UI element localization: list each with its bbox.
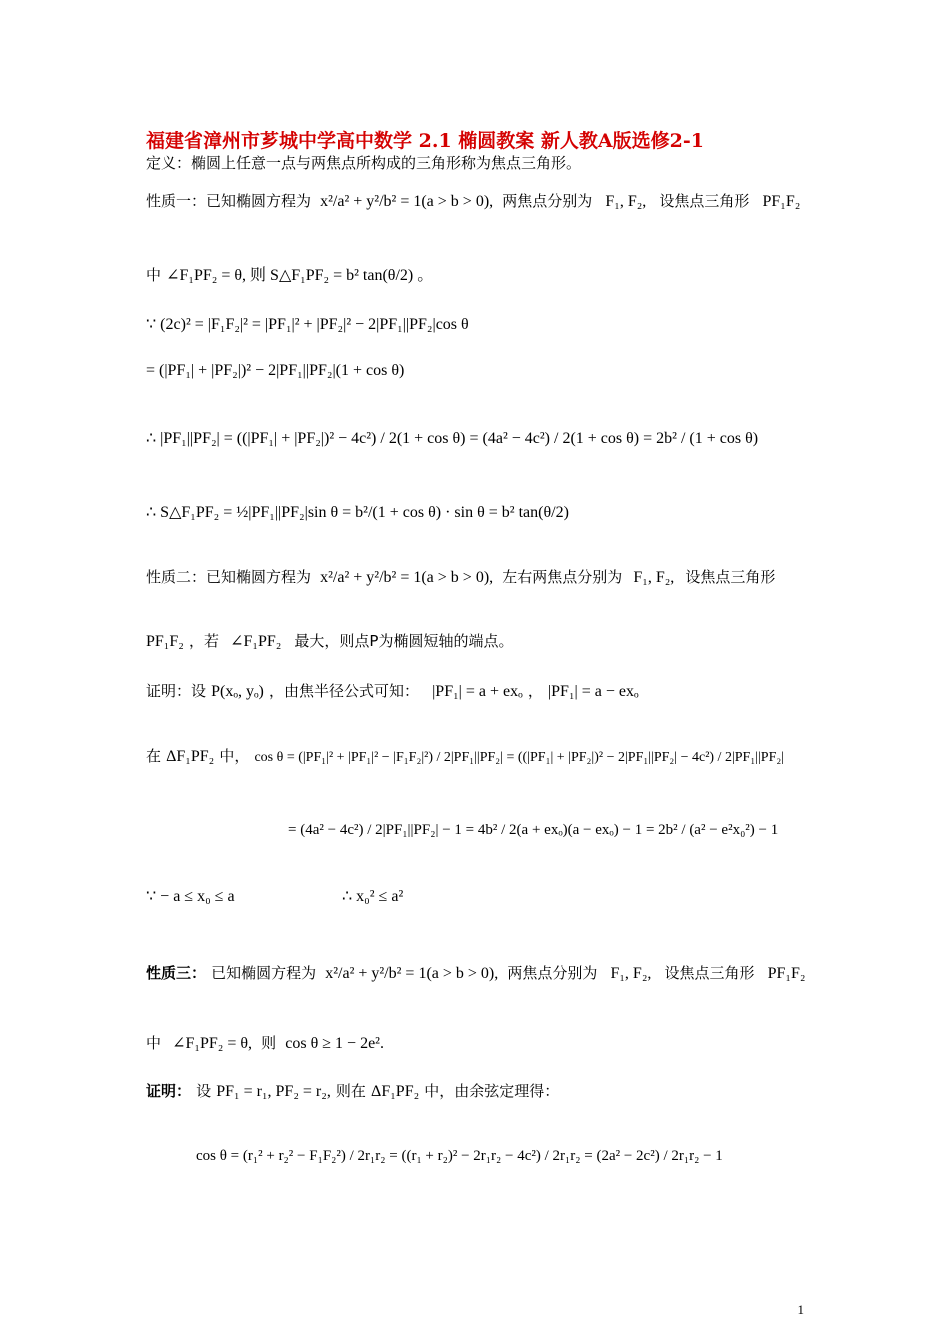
prop2-label: 性质二：已知椭圆方程为	[146, 568, 312, 586]
prop3-claim: cos θ ≥ 1 − 2e².	[285, 1035, 384, 1052]
prop2-focal-radius-2: |PF₁| = a − exₒ	[547, 683, 639, 700]
prop3-equation: x²/a² + y²/b² = 1(a > b > 0),	[325, 965, 499, 982]
prop1-foci: F₁, F₂,	[605, 193, 647, 210]
page-number: 1	[797, 1302, 804, 1317]
prop3-line2	[146, 1032, 384, 1053]
prop1-proof-step3: ∴ |PF₁||PF₂| = ((|PF₁| + |PF₂|)² − 4c²) / 2(1 + cos θ) = (4a² − 4c²) / 2(1 + cos θ) = 2b² / (1 + cos θ)	[146, 430, 759, 447]
definition-text: 定义：椭圆上任意一点与两焦点所构成的三角形称为焦点三角形。	[146, 154, 582, 172]
prop2-proof-line1	[146, 680, 639, 701]
prop2-in-suffix: 中，	[219, 747, 250, 765]
prop2-focal-radius-1: |PF₁| = a + exₒ	[432, 683, 523, 700]
prop2-inequality-2: ∴ x₀² ≤ a²	[342, 888, 404, 905]
prop3-proof-label: 证明：	[146, 1082, 192, 1100]
prop2-triangle: PF₁F₂	[146, 633, 184, 650]
prop1-triangle: PF₁F₂	[762, 193, 801, 210]
prop1-proof-step1: ∵ (2c)² = |F₁F₂|² = |PF₁|² + |PF₂|² − 2|PF₁||PF₂|cos θ	[146, 316, 469, 333]
prop2-line2	[146, 630, 513, 651]
prop3-proof-in: 则在	[335, 1082, 366, 1100]
prop2-angle: ∠F₁PF₂	[230, 633, 282, 650]
prop2-tail: 设焦点三角形	[685, 568, 776, 586]
prop3-label-rest: 已知椭圆方程为	[211, 964, 317, 982]
prop2-separator: ，	[527, 682, 543, 700]
prop1-line1	[146, 190, 800, 211]
prop2-in-triangle: ΔF₁PF₂	[166, 748, 215, 765]
prop3-proof-vars: PF₁ = r₁, PF₂ = r₂,	[216, 1083, 331, 1100]
prop2-cos-formula-1: cos θ = (|PF₁|² + |PF₁|² − |F₁F₂|²) / 2|PF₁||PF₂| = ((|PF₁| + |PF₂|)² − 2|PF₁||PF₂| − 4c²) / 2|PF₁||PF₂|	[254, 750, 785, 765]
prop2-conclusion: 最大，则点P为椭圆短轴的端点。	[294, 632, 514, 650]
prop3-proof-line1	[146, 1080, 559, 1101]
prop1-proof-step2: = (|PF₁| + |PF₂|)² − 2|PF₁||PF₂|(1 + cos θ)	[146, 362, 405, 379]
prop3-mid: 两焦点分别为	[507, 964, 598, 982]
prop3-foci: F₁, F₂,	[610, 965, 652, 982]
prop2-proof-mid: ，由焦半径公式可知：	[268, 682, 419, 700]
prop3-proof-tail: 中，由余弦定理得：	[424, 1082, 560, 1100]
prop1-mid: 两焦点分别为	[502, 192, 593, 210]
prop3-then: 则	[261, 1034, 277, 1052]
prop2-equation: x²/a² + y²/b² = 1(a > b > 0),	[320, 569, 494, 586]
prop1-tail: 设焦点三角形	[659, 192, 750, 210]
prop2-cos-line1	[146, 745, 784, 766]
prop3-line2-prefix: 中	[146, 1034, 162, 1052]
prop3-proof-set: 设	[196, 1082, 212, 1100]
prop3-line1	[146, 962, 805, 983]
prop2-line1	[146, 566, 775, 587]
prop2-proof-label: 证明：设	[146, 682, 207, 700]
prop3-tail: 设焦点三角形	[664, 964, 755, 982]
prop2-if: ，若	[188, 632, 219, 650]
prop2-inequality-1: ∵ − a ≤ x₀ ≤ a	[146, 888, 235, 905]
prop2-in: 在	[146, 747, 162, 765]
prop3-cos-formula: cos θ = (r₁² + r₂² − F₁F₂²) / 2r₁r₂ = ((r₁ + r₂)² − 2r₁r₂ − 4c²) / 2r₁r₂ = (2a² − 2c²) / 2r₁r₂ − 1	[196, 1148, 723, 1164]
prop1-equation: x²/a² + y²/b² = 1(a > b > 0),	[320, 193, 494, 210]
prop1-proof-step4: ∴ S△F₁PF₂ = ½|PF₁||PF₂|sin θ = b²/(1 + cos θ) · sin θ = b² tan(θ/2)	[146, 504, 569, 521]
prop3-angle: ∠F₁PF₂ = θ,	[172, 1035, 253, 1052]
prop1-line2	[146, 262, 433, 285]
prop2-point: P(xₒ, yₒ)	[211, 683, 264, 700]
prop3-label: 性质三：	[146, 964, 207, 982]
prop3-triangle: PF₁F₂	[767, 965, 806, 982]
prop1-line2-prefix: 中	[146, 266, 162, 284]
prop2-foci: F₁, F₂,	[633, 569, 675, 586]
prop1-area-formula: ∠F₁PF₂ = θ, 则 S△F₁PF₂ = b² tan(θ/2) 。	[166, 267, 434, 284]
document-title: 福建省漳州市芗城中学高中数学 2.1 椭圆教案 新人教A版选修2-1	[146, 130, 704, 152]
prop3-proof-triangle: ΔF₁PF₂	[371, 1083, 420, 1100]
prop2-cos-formula-2: = (4a² − 4c²) / 2|PF₁||PF₂| − 1 = 4b² / 2(a + exₒ)(a − exₒ) − 1 = 2b² / (a² − e²x₀²) − 1	[288, 822, 779, 838]
prop2-mid: 左右两焦点分别为	[502, 568, 623, 586]
prop1-label: 性质一：已知椭圆方程为	[146, 192, 312, 210]
